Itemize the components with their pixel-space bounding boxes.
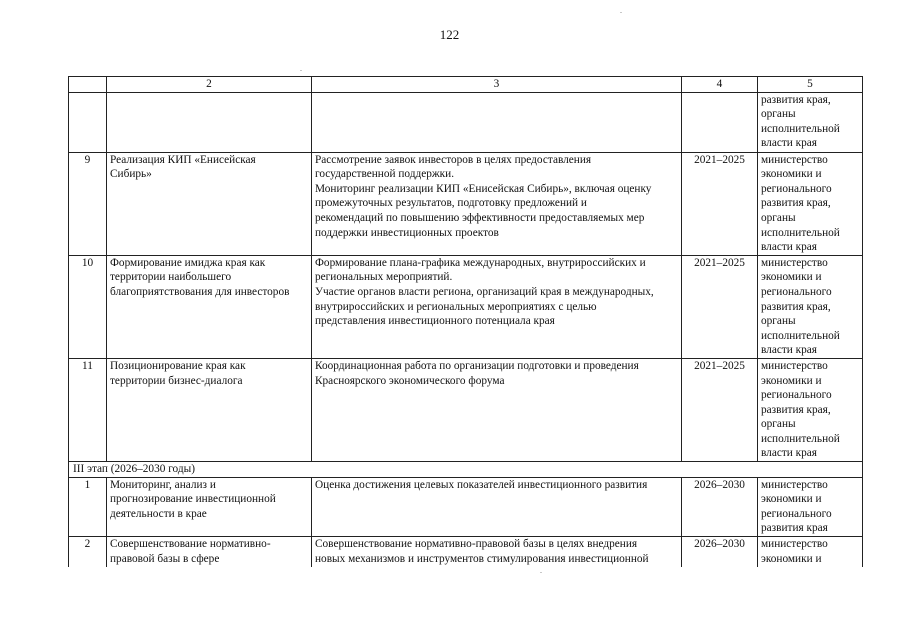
scan-speck [540, 572, 542, 573]
measure-content [312, 358, 682, 461]
cell-line: поддержки инвестиционных проектов [315, 226, 499, 239]
cell-line: промежуточных результатов, подготовку предложений и [315, 197, 587, 210]
cell-line: Совершенствование нормативно- [110, 538, 271, 551]
cell-line: регионального [761, 182, 832, 195]
table-row [69, 92, 863, 152]
cell-line: региональных мероприятий. [315, 271, 453, 284]
measure-content [312, 477, 682, 536]
cell-line: органы [761, 108, 796, 121]
cell-line: власти края [761, 344, 818, 357]
header-cell-5: 5 [758, 77, 863, 93]
cell-line: территории бизнес-диалога [110, 374, 243, 387]
cell-line: Мониторинг реализации КИП «Енисейская Сибирь», включая оценку [315, 182, 652, 195]
row-number: 1 [69, 477, 107, 536]
cell-line: развития края, [761, 403, 831, 416]
header-cell-2: 2 [107, 77, 312, 93]
cell-line: Рассмотрение заявок инвесторов в целях предоставления [315, 153, 592, 166]
measure-content [312, 152, 682, 255]
row-number: 9 [69, 152, 107, 255]
cell-line: развития края, [761, 300, 831, 313]
cell-line: развития края, [761, 93, 831, 106]
cell-line: Формирование плана-графика международных, внутрироссийских и [315, 256, 646, 269]
table-row [69, 255, 863, 358]
cell-line: власти края [761, 241, 818, 254]
cell-line: Совершенствование нормативно-правовой базы в целях внедрения [315, 538, 638, 551]
page-number: 122 [439, 27, 460, 42]
cell-line: экономики и [761, 271, 822, 284]
header-row [69, 77, 863, 93]
cell-line: благоприятствования для инвесторов [110, 285, 290, 298]
table-row [69, 537, 863, 567]
cell-line: Красноярского экономического форума [315, 374, 505, 387]
table-row [69, 358, 863, 461]
implementation-period: 2021–2025 [682, 255, 758, 358]
cell-line: Мониторинг, анализ и [110, 478, 216, 491]
cell-line: государственной поддержки. [315, 168, 455, 181]
implementation-period [682, 92, 758, 152]
implementation-period: 2026–2030 [682, 537, 758, 567]
row-number [69, 92, 107, 152]
cell-line: внутрироссийских и региональных мероприятиях с целью [315, 300, 597, 313]
measure-content [312, 255, 682, 358]
cell-line: территории наибольшего [110, 271, 232, 284]
responsible-executor [758, 255, 863, 358]
cell-line: представления инвестиционного потенциала края [315, 315, 555, 328]
cell-line: органы [761, 211, 796, 224]
measure-name [107, 537, 312, 567]
responsible-executor [758, 358, 863, 461]
table-body [69, 77, 863, 567]
implementation-period: 2021–2025 [682, 358, 758, 461]
cell-line: органы [761, 418, 796, 431]
header-cell-1 [69, 77, 107, 93]
cell-line: министерство [761, 538, 828, 551]
responsible-executor [758, 477, 863, 536]
cell-line: органы [761, 315, 796, 328]
cell-line: регионального [761, 507, 832, 520]
header-cell-4: 4 [682, 77, 758, 93]
stage-label: III этап (2026–2030 годы) [69, 462, 863, 478]
cell-line: исполнительной [761, 226, 840, 239]
cell-line: развития края [761, 522, 828, 535]
row-number: 10 [69, 255, 107, 358]
cell-line: министерство [761, 256, 828, 269]
measure-content [312, 537, 682, 567]
cell-line: Формирование имиджа края как [110, 256, 266, 269]
cell-line: правовой базы в сфере [110, 552, 220, 565]
scan-speck [620, 12, 622, 13]
cell-line: власти края [761, 447, 818, 460]
measure-name [107, 255, 312, 358]
cell-line: Координационная работа по организации подготовки и проведения [315, 359, 639, 372]
measures-table [68, 76, 863, 567]
cell-line: Реализация КИП «Енисейская [110, 153, 256, 166]
cell-line: министерство [761, 153, 828, 166]
responsible-executor [758, 537, 863, 567]
cell-line: исполнительной [761, 122, 840, 135]
cell-line: экономики и [761, 374, 822, 387]
measure-content [312, 92, 682, 152]
cell-line: регионального [761, 389, 832, 402]
cell-line: рекомендаций по повышению эффективности предоставляемых мер [315, 211, 645, 224]
cell-line: Позиционирование края как [110, 359, 246, 372]
table-row [69, 152, 863, 255]
cell-line: министерство [761, 478, 828, 491]
cell-line: регионального [761, 285, 832, 298]
header-cell-3: 3 [312, 77, 682, 93]
cell-line: министерство [761, 359, 828, 372]
cell-line: Оценка достижения целевых показателей инвестиционного развития [315, 478, 648, 491]
responsible-executor [758, 152, 863, 255]
measure-name [107, 358, 312, 461]
cell-line: экономики и [761, 493, 822, 506]
implementation-period: 2026–2030 [682, 477, 758, 536]
measure-name [107, 92, 312, 152]
cell-line: власти края [761, 137, 818, 150]
cell-line: деятельности в крае [110, 507, 207, 520]
cell-line: Сибирь» [110, 168, 152, 181]
cell-line: Участие органов власти региона, организаций края в международных, [315, 285, 654, 298]
row-number: 2 [69, 537, 107, 567]
responsible-executor [758, 92, 863, 152]
implementation-period: 2021–2025 [682, 152, 758, 255]
cell-line: исполнительной [761, 432, 840, 445]
cell-line: прогнозирование инвестиционной [110, 493, 276, 506]
cell-line: развития края, [761, 197, 831, 210]
cell-line: новых механизмов и инструментов стимулирования инвестиционной [315, 552, 649, 565]
measure-name [107, 477, 312, 536]
table-row [69, 477, 863, 536]
scan-speck [300, 70, 302, 71]
row-number: 11 [69, 358, 107, 461]
stage-row [69, 462, 863, 478]
cell-line: экономики и [761, 552, 822, 565]
cell-line: исполнительной [761, 329, 840, 342]
cell-line: экономики и [761, 168, 822, 181]
measure-name [107, 152, 312, 255]
